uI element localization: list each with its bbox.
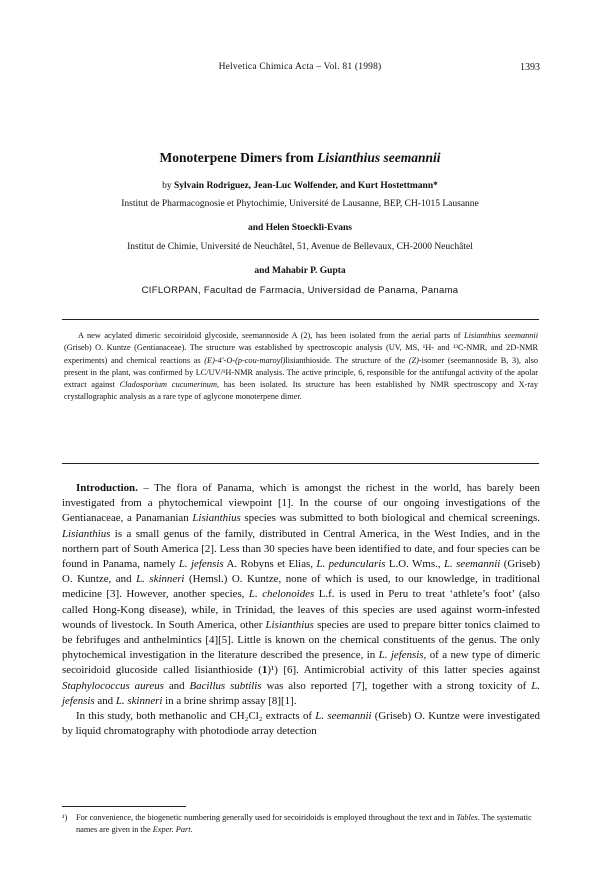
footnote — [62, 812, 540, 837]
body-text-run: (Hemsl.) O. Kuntze, none of which is used, to our knowledge, in traditional medicine [3]. However, another species, — [62, 573, 540, 601]
body-text-run: L.O. Wms., — [385, 558, 444, 571]
abstract-paragraph — [64, 330, 538, 404]
body-text-run: In this study, both methanolic and CH₂Cl₂ extracts of — [76, 710, 316, 723]
abstract-species-1: Lisianthius seemannii — [463, 331, 538, 340]
species-name: L. peduncularis — [316, 558, 386, 571]
body-text-run: and — [94, 694, 116, 707]
genus-name: Lisianthius — [62, 527, 111, 540]
genus-name: Lisianthius — [265, 618, 314, 631]
abstract-species-2: Cladosporium cucumerinum — [119, 380, 217, 390]
body-text-run: and — [163, 679, 190, 692]
byline-prefix: by — [162, 181, 174, 191]
author-names-3: and Mahabir P. Gupta — [254, 266, 346, 276]
species-name: L. jefensis — [378, 649, 424, 662]
author-names-1: Sylvain Rodriguez, Jean-Luc Wolfender, and Kurt Hostettmann* — [173, 181, 438, 191]
author-group-3 — [0, 266, 600, 276]
affiliation-3: CIFLORPAN, Facultad de Farmacia, Universidad de Panama, Panama — [141, 285, 459, 296]
abstract-bottom-rule — [62, 463, 539, 464]
body-text-run: is a small genus of the family, distributed in Central America, in the West Indies, and in the northern part of South America [2]. Less than 30 species have been identified to date, and four species can be found in Panama, namely — [62, 527, 540, 571]
author-group-1 — [0, 181, 600, 191]
footnote-text-run: . The systematic names are given in the — [76, 813, 532, 835]
species-name: L. skinneri — [136, 573, 185, 586]
author-group-2 — [0, 223, 600, 233]
footnote-text-run: . — [190, 825, 193, 835]
species-name: Bacillus subtilis — [189, 679, 262, 692]
body-text-run: (Griseb) O. Kuntze were investigated by liquid chromatography with photodiode array detection — [62, 710, 540, 738]
species-name: L. jefensis — [62, 679, 540, 707]
abstract-text-3: lisianthioside. The structure of the — [285, 355, 409, 365]
footnote-exper-part: Exper. Part — [152, 825, 191, 835]
abstract-text-4: -isomer (seemannoside B, 3), also present in the plant, was confirmed by LC/UV/¹H-NMR analysis. The active principle, 6, responsible for the antifungal activity of the apolar extract against — [64, 355, 538, 390]
footnote-rule — [62, 806, 186, 807]
body-text-run: L.f. is used in Peru to treat ‘athlete’s foot’ (also called Hong-Kong disease), while, in Trinidad, the leaves of this species are used against worm-infested wounds of livestock. In South America, other — [62, 588, 540, 631]
article-title — [0, 150, 600, 166]
body-paragraph-1 — [62, 481, 540, 709]
species-name: L. seemannii — [443, 558, 501, 571]
genus-name: Lisianthius — [192, 512, 241, 525]
body-text-run: was also reported [7], together with a strong toxicity of — [261, 679, 532, 692]
body-text-run: species are used to prepare bitter tonics claimed to be febrifuges and anthelmintics [4][5]. Little is known on the chemical constituents of the genus. The only phytochemical investigation in the literature described the presence, in — [62, 618, 540, 662]
footnote-text-run: For convenience, the biogenetic numbering generally used for secoiridoids is employed throughout the text and in — [76, 813, 457, 822]
title-main: Monoterpene Dimers from — [159, 150, 318, 165]
abstract-text-5: , has been isolated. Its structure has been established by NMR spectroscopy and X-ray crystallographic analysis as a rare type of aglycone monoterpene dimer. — [64, 380, 538, 402]
body-text-run: – The flora of Panama, which is amongst the richest in the world, has barely been investigated from a phytochemical viewpoint [1]. In the course of our ongoing investigations of the Gentianaceae, a Panamanian — [62, 482, 540, 525]
body-text-run: in a brine shrimp assay [8][1]. — [162, 694, 297, 707]
footnote-tables: Tables — [456, 813, 478, 822]
compound-number: 1 — [261, 664, 268, 677]
body-text-run: )¹) [6]. Antimicrobial activity of this latter species against — [267, 664, 540, 677]
title-species: Lisianthius seemannii — [317, 150, 441, 165]
section-heading-introduction: Introduction. — [76, 482, 138, 494]
running-head — [0, 62, 600, 76]
species-name: L. skinneri — [115, 694, 163, 707]
abstract-isomer: (Z) — [408, 355, 419, 365]
body-text-run: species was submitted to both biological and chemical screenings. — [240, 512, 541, 525]
footnote-mark: ¹) — [62, 813, 68, 822]
species-name: L. chelonoides — [248, 588, 315, 601]
abstract-top-rule — [62, 319, 539, 320]
body-text-run: , of a new type of dimeric secoiridoid glucoside called lisianthioside ( — [62, 649, 540, 677]
author-names-2: and Helen Stoeckli-Evans — [248, 223, 352, 233]
page-number: 1393 — [520, 62, 540, 73]
body-paragraph-2 — [62, 709, 540, 739]
affiliation-2: Institut de Chimie, Université de Neuchâtel, 51, Avenue de Bellevaux, CH-2000 Neuchâtel — [127, 242, 473, 252]
species-name: Staphylococcus aureus — [62, 679, 164, 692]
footnote-text — [76, 812, 540, 837]
journal-header: Helvetica Chimica Acta – Vol. 81 (1998) — [218, 62, 382, 72]
abstract-text-1: A new acylated dimeric secoiridoid glycoside, seemannoside A (2), has been isolated from the aerial parts of — [78, 331, 464, 340]
abstract-compound-name: (E)-4′-O-(p-cou-maroyl) — [204, 355, 286, 365]
affiliation-1: Institut de Pharmacognosie et Phytochimie, Université de Lausanne, BEP, CH-1015 Lausanne — [121, 199, 479, 209]
abstract — [64, 330, 538, 404]
body-text-run: (Griseb) O. Kuntze, and — [62, 558, 541, 586]
body-text — [62, 481, 540, 739]
species-name: L. seemannii — [315, 710, 372, 723]
abstract-text-2: (Griseb) O. Kuntze (Gentianaceae). The structure was established by spectroscopic analysis (UV, MS, ¹H- and ¹³C-NMR, and 2D-NMR experiments) and chemical reactions as — [64, 343, 538, 365]
species-name: L. jefensis — [178, 558, 224, 571]
body-text-run: A. Robyns et Elias, — [223, 558, 317, 571]
